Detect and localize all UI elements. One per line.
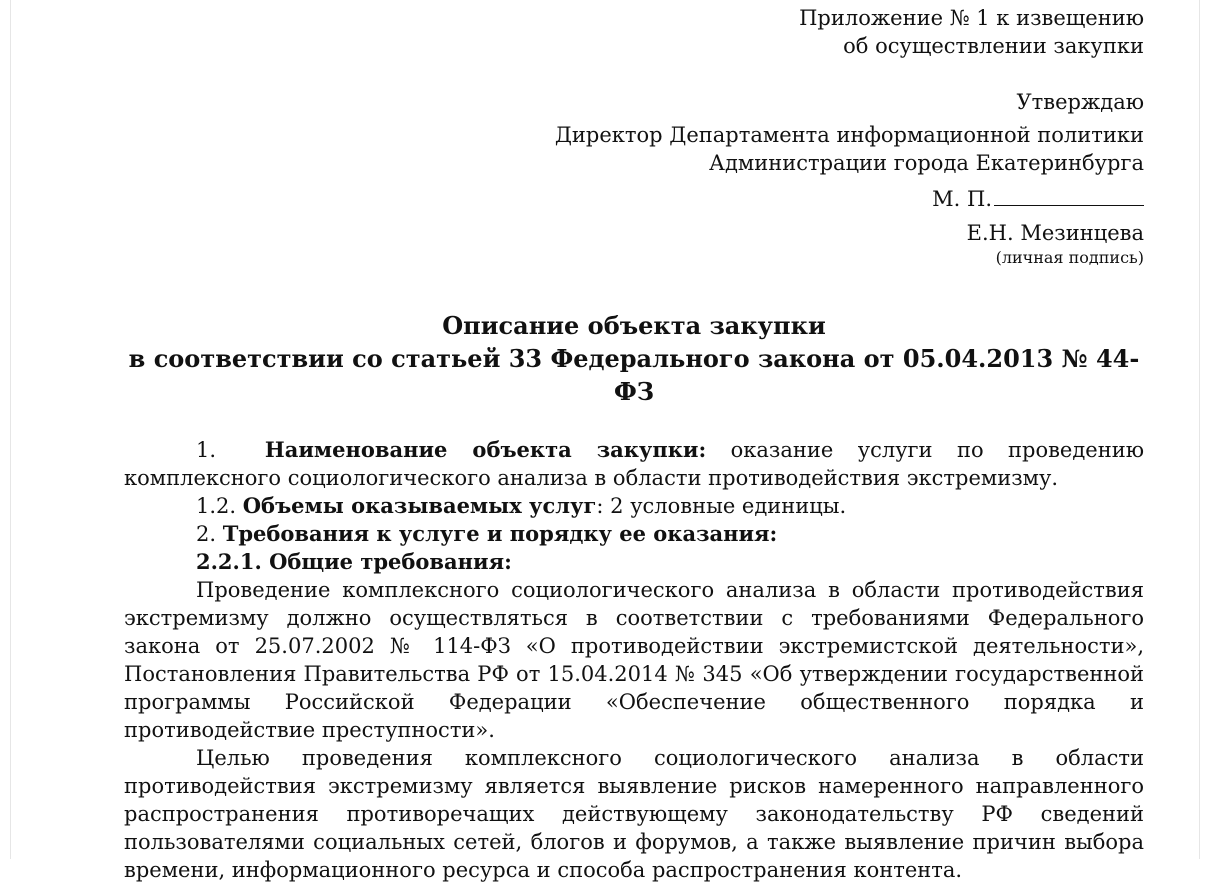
section-2 bbox=[124, 520, 1144, 548]
section-1 bbox=[124, 436, 1144, 492]
approval-block bbox=[124, 88, 1144, 269]
document-body bbox=[124, 436, 1144, 884]
annex-block bbox=[124, 0, 1144, 60]
section-1-2-label: Объемы оказываемых услуг bbox=[242, 493, 597, 518]
section-2-2-1: 2.2.1. Общие требования: bbox=[196, 549, 512, 574]
document-title bbox=[124, 309, 1144, 408]
approve-word: Утверждаю bbox=[1016, 90, 1144, 114]
section-1-label: Наименование объекта закупки: bbox=[264, 437, 707, 462]
annex-line-1: Приложение № 1 к извещению bbox=[799, 6, 1144, 30]
section-1-2-number: 1.2. bbox=[196, 494, 237, 518]
section-2-number: 2. bbox=[196, 522, 217, 546]
section-1-2-text: : 2 условные единицы. bbox=[596, 494, 847, 518]
paragraph-2: Целью проведения комплексного социологического анализа в области противодействия экстремизму является выявление рисков намеренного направленного распространения противоречащих действующему законодательству РФ сведений пользователями социальных сетей, блогов и форумов, а также выявление причин выбора времени, информационного ресурса и способа распространения контента. bbox=[124, 746, 1144, 882]
seal-line bbox=[124, 183, 1144, 213]
document-content bbox=[124, 0, 1144, 884]
signature-underline bbox=[994, 183, 1144, 206]
document-page bbox=[10, 0, 1200, 882]
approver-name: Е.Н. Мезинцева bbox=[966, 221, 1144, 245]
paragraph-1: Проведение комплексного социологического анализа в области противодействия экстремизму должно осуществляться в соответствии с требованиями Федерального закона от 25.07.2002 № 114-ФЗ «О противодействии экстремистской деятельности», Постановления Правительства РФ от 15.04.2014 № 345 «Об утверждении государственной программы Российской Федерации «Обеспечение общественного порядка и противодействие преступности». bbox=[124, 578, 1144, 742]
section-1-2 bbox=[124, 492, 1144, 520]
section-1-text: оказание услуги по проведению комплексного социологического анализа в области противодействия экстремизму. bbox=[124, 438, 1144, 490]
title-line-1: Описание объекта закупки bbox=[442, 311, 826, 340]
signature-caption: (личная подпись) bbox=[995, 248, 1144, 267]
annex-line-2: об осуществлении закупки bbox=[843, 34, 1144, 58]
title-line-2: в соответствии со статьей 33 Федерального закона от 05.04.2013 № 44-ФЗ bbox=[128, 344, 1140, 406]
approver-position-1: Директор Департамента информационной политики bbox=[554, 123, 1144, 147]
section-2-label: Требования к услуге и порядку ее оказания: bbox=[222, 521, 778, 546]
section-1-number: 1. bbox=[196, 438, 217, 462]
approver-position-2: Администрации города Екатеринбурга bbox=[709, 151, 1144, 175]
seal-label: М. П. bbox=[932, 187, 992, 211]
